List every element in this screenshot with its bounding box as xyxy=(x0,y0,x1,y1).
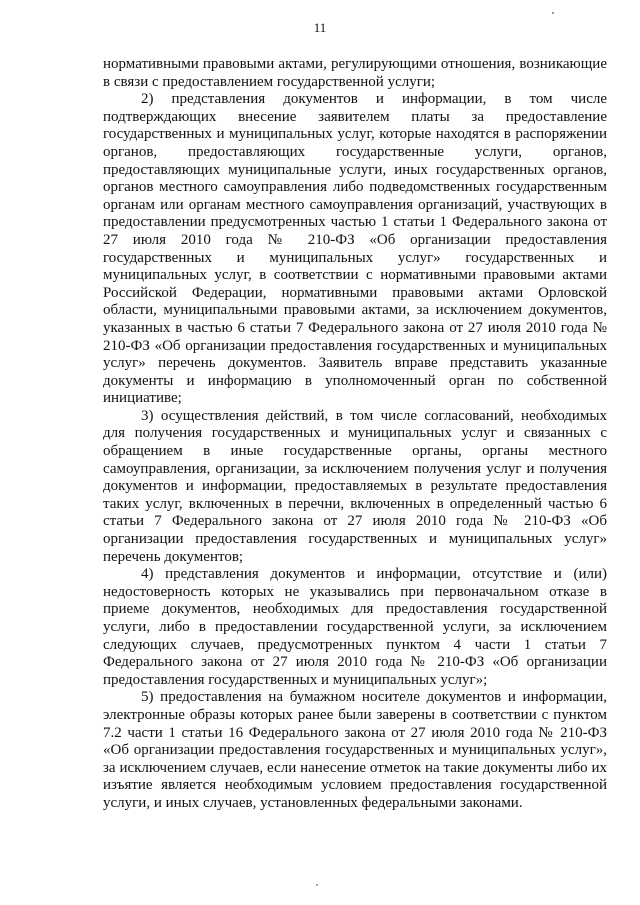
paragraph-continuation: нормативными правовыми актами, регулирующими отношения, возникающие в связи с предоставлением государственной услуги; xyxy=(103,56,607,90)
paragraph-item-2: 2) представления документов и информации, в том числе подтверждающих внесение заявителем платы за предоставление государственных и муниципальных услуг, которые находятся в распоряжении органов, предоставляющих государственные услуги, органов, предоставляющих муниципальные услуги, иных государственных органов, органов местного самоуправления либо подведомственных государственным органам или органам местного самоуправления организаций, участвующих в предоставлении предусмотренных частью 1 статьи 1 Федерального закона от 27 июля 2010 года № 210-ФЗ «Об организации предоставления государственных и муниципальных услуг» государственных и муниципальных услуг, в соответствии с нормативными правовыми актами Российской Федерации, нормативными правовыми актами Орловской области, муниципальными правовыми актами, за исключением документов, указанных в частью 6 статьи 7 Федерального закона от 27 июля 2010 года № 210-ФЗ «Об организации предоставления государственных и муниципальных услуг» перечень документов. Заявитель вправе представить указанные документы и информацию в уполномоченный орган по собственной инициативе; xyxy=(103,91,607,407)
paragraph-item-4: 4) представления документов и информации, отсутствие и (или) недостоверность которых не указывались при первоначальном отказе в приеме документов, необходимых для предоставления государственной услуги, либо в предоставлении государственной услуги, за исключением следующих случаев, предусмотренных пунктом 4 части 1 статьи 7 Федерального закона от 27 июля 2010 года № 210-ФЗ «Об организации предоставления государственных и муниципальных услуг»; xyxy=(103,566,607,688)
scan-speck-bottom xyxy=(316,884,318,886)
document-body xyxy=(103,56,607,813)
paragraph-item-5: 5) предоставления на бумажном носителе документов и информации, электронные образы которых ранее были заверены в соответствии с пунктом 7.2 части 1 статьи 16 Федерального закона от 27 июля 2010 года № 210-ФЗ «Об организации предоставления государственных и муниципальных услуг», за исключением случаев, если нанесение отметок на такие документы либо их изъятие является необходимым условием предоставления государственной услуги, и иных случаев, установленных федеральными законами. xyxy=(103,689,607,811)
paragraph-item-3: 3) осуществления действий, в том числе согласований, необходимых для получения государственных и муниципальных услуг и связанных с обращением в иные государственные органы, органы местного самоуправления, организации, за исключением получения услуг и получения документов и информации, предоставляемых в результате предоставления таких услуг, включенных в перечни, включенных в определенный частью 6 статьи 7 Федерального закона от 27 июля 2010 года № 210-ФЗ «Об организации предоставления государственных и муниципальных услуг» перечень документов; xyxy=(103,407,607,565)
page-number: 11 xyxy=(313,20,327,35)
scan-speck xyxy=(552,12,554,14)
